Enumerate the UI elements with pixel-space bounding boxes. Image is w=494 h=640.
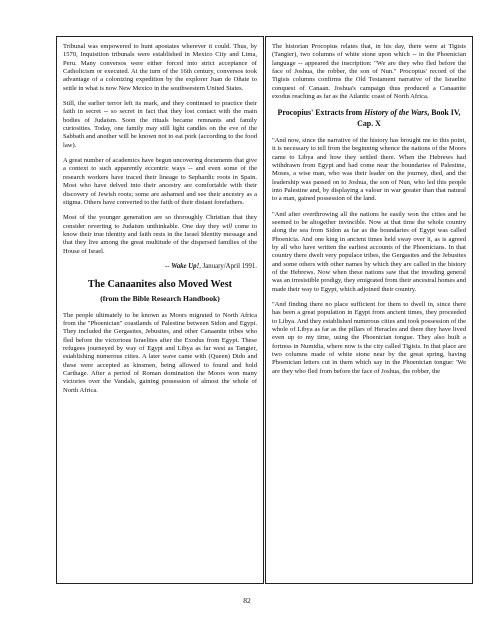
section-subtitle: (from the Bible Research Handbook) bbox=[100, 294, 220, 304]
emphasis-text: will bbox=[222, 222, 233, 230]
paragraph: "And finding there no place sufficient for them to dwell in, since there has been a great population in Egypt from ancient times, they proceeded to Libya. And they established numerous cities and took possession of the whole of Libya as far as the pillars of Heracles and there they have lived even up to my time, using the Phoenician tongue. They also built a fortress in Numidia, where now is the city called Tigisis. In that place are two columns made of white stone near by the great spring, having Phoenician letters cut in them which say in the Phoenician tongue: 'We are they who fled from before the face of Joshua, the robber, the bbox=[272, 301, 466, 375]
publication-name: Wake Up! bbox=[171, 262, 200, 270]
paragraph bbox=[63, 214, 257, 256]
paragraph: Tribunal was empowered to hunt apostates wherever it could. Thus, by 1570, Inquisition tribunals were established in Mexico City and Lima, Peru. Many conversos were either forced into strict acceptance of Catholicism or executed. At the turn of the 16th century, conversos took advantage of a colonizing expedition by the explorer Juan de Oñate to settle in what is now New Mexico in the southwestern United States. bbox=[63, 43, 257, 92]
citation-date: , January/April 1991. bbox=[199, 262, 257, 270]
right-column bbox=[265, 36, 473, 584]
page-number: 82 bbox=[243, 596, 251, 605]
paragraph-text: come to know their true identity and faith rests in the Israel Identity message and that they live among the great multitude of the dispersed families of the House of Israel. bbox=[63, 222, 258, 255]
section-title: The Canaanites also Moved West bbox=[87, 279, 233, 291]
heading-text: , Book IV, Cap. X bbox=[357, 108, 461, 128]
paragraph-text: Most of the younger generation are so thoroughly Christian that they consider reverting to Judaism unthinkable. One day they bbox=[63, 214, 257, 230]
book-title: History of the Wars bbox=[364, 108, 428, 118]
paragraph: The people ultimately to be known as Moors migrated to North Africa from the "Phoenician" coastlands of Palestine between Sidon and Egypt. They included the Gergasites, Jebusites, and other Canaanite tribes who fled before the victorious Israelites after the Exodus from Egypt. These refugees journeyed by way of Egypt and Libya as far west as Tangier, establishing numerous cities. A later wave came with (Queen) Dido and these were accepted as kinsmen, being allowed to found and hold Carthage. After a period of Roman domination the Moors won many victories over the Vandals, gaining possession of almost the whole of North Africa. bbox=[63, 311, 257, 394]
paragraph: The historian Procopius relates that, in his day, there were at Tigisis (Tangier), two columns of white stone upon which -- in the Phoenician language -- appeared the inscription: "We are they who fled before the face of Joshua, the robber, the son of Nun." Procopius' record of the Tigisis columns confirms the Old Testament narrative of the Israelite conquest of Canaan. Joshua's campaign thus produced a Canaanite exodus reaching as far as the Atlantic coast of North Africa. bbox=[272, 43, 466, 101]
paragraph: Still, the earlier terror left its mark, and they continued to practice their faith in secret -- so secret in fact that they lost contact with the main bodies of Judaism. Soon the rituals became remnants and family curiosities. Today, one family may still light candles on the eve of the Sabbath and another will be known not to eat pork (according to the food law). bbox=[63, 100, 257, 149]
left-column bbox=[56, 36, 264, 584]
paragraph: A great number of academics have begun uncovering documents that give a context to such apparently eccentric ways -- and even some of the research workers have traced their lineage to Sephardic roots in Spain. Most who have delved into their ancestry are comfortable with their discovery of Jewish roots; some are ashamed and see their ancestry as a stigma. Others have converted to the faith of their distant forefathers. bbox=[63, 157, 257, 206]
source-citation bbox=[63, 263, 257, 271]
section-heading bbox=[272, 108, 466, 128]
paragraph: "And after overthrowing all the nations he easily won the cities and he seemed to be altogether invincible. Now at that time the whole country along the sea from Sidon as far as the boundaries of Egypt was called Phoenicia. And one king in ancient times held sway over it, as is agreed by all who have written the earliest accounts of the Phoenicians. In that country there dwelt very populace tribes, the Gergasites and the Jebusites and some others with other names by which they are called in the history of the Hebrews. Now when these nations saw that the invading general was an irresistible prodigy, they emigrated from their ancestral homes and made their way to Egypt, which adjoined their country. bbox=[272, 210, 466, 293]
paragraph: "And now, since the narrative of the history has brought me to this point, it is necessary to tell from the beginning whence the nations of the Moors came to Libya and how they settled there. When the Hebrews had withdrawn from Egypt and had come near the boundaries of Palestine, Moses, a wise man, who was their leader on the journey, died, and the leadership was passed on to Joshua, the son of Nun, who led this people into Palestine and, by displaying a valour in war greater than that natural to a man, gained possession of the land. bbox=[272, 136, 466, 203]
citation-dash: -- bbox=[164, 262, 172, 270]
heading-text: Procopius' Extracts from bbox=[277, 108, 365, 118]
